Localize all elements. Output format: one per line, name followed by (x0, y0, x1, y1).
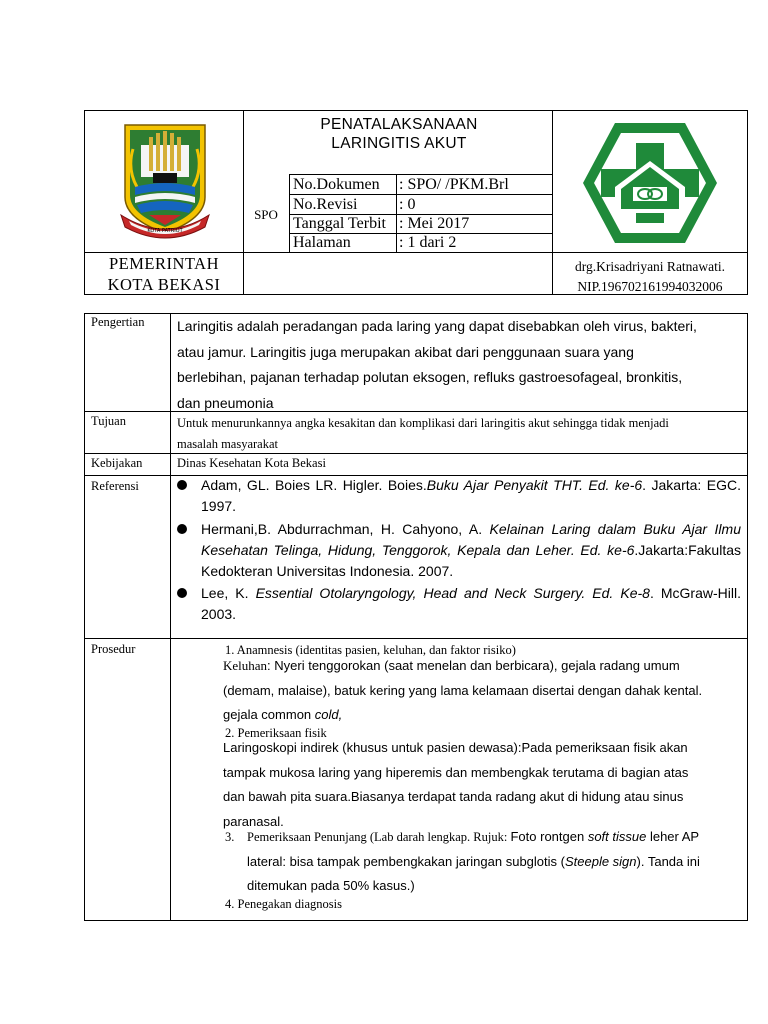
step-1-line: (demam, malaise), batuk kering yang lama kelamaan disertai dengan dahak kental. (223, 682, 703, 698)
tujuan-line: masalah masyarakat (177, 437, 278, 451)
emblem-ribbon-text: KOTA PATRIOT (147, 228, 183, 234)
step-2-title: 2. Pemeriksaan fisik (225, 726, 327, 740)
signatory (553, 257, 747, 297)
table-divider (170, 314, 171, 920)
reference-authors: Adam, GL. Boies LR. Higler. Boies. (201, 477, 427, 493)
header-divider (243, 111, 244, 294)
title-line-2: LARINGITIS AKUT (331, 135, 467, 152)
reference-publisher: . McGraw-Hill. 2003. (201, 585, 741, 622)
step-2-body (223, 736, 743, 834)
step-2-line: dan bawah pita suara.Biasanya terdapat tanda radang akut di hidung atau sinus (223, 789, 684, 804)
bullet-icon (177, 480, 187, 490)
doc-label-nodokumen: No.Dokumen (293, 176, 380, 193)
step-3-italic: soft tissue (587, 829, 647, 844)
reference-title: Buku Ajar Penyakit THT. Ed. ke-6 (426, 477, 643, 493)
step-3-text: ditemukan pada 50% kasus.) (247, 878, 415, 893)
section-label-tujuan: Tujuan (91, 414, 126, 428)
doc-value-norevisi: : 0 (399, 196, 416, 213)
step-3-text: ). Tanda ini (636, 853, 700, 869)
reference-authors: Lee, K. (201, 585, 256, 601)
reference-title: Kelainan Laring dalam Buku Ajar Ilmu Kesehatan Telinga, Hidung, Tenggorok, Kepala dan Leher. Ed. ke-6 (201, 521, 741, 558)
reference-authors: Hermani,B. Abdurrachman, H. Cahyono, A. (201, 521, 490, 537)
step-4-title: 4. Penegakan diagnosis (225, 897, 342, 911)
step-2-line: paranasal. (223, 813, 284, 829)
step-2-line: tampak mukosa laring yang hiperemis dan membengkak terutama di bagian atas (223, 764, 689, 780)
document-title (245, 115, 553, 153)
reference-title: Essential Otolaryngology, Head and Neck Surgery. Ed. Ke-8 (255, 585, 650, 601)
signer-name: drg.Krisadriyani Ratnawati. (574, 259, 726, 274)
section-label-kebijakan: Kebijakan (91, 456, 143, 470)
section-label-referensi: Referensi (91, 479, 139, 493)
section-label-prosedur: Prosedur (91, 642, 136, 656)
pengertian-line: Laringitis adalah peradangan pada laring yang dapat disebabkan oleh virus, bakteri, (177, 318, 697, 334)
bekasi-emblem-icon (119, 119, 211, 245)
bullet-icon (177, 524, 187, 534)
step-3-title: Pemeriksaan Penunjang (Lab darah lengkap. Rujuk: (247, 830, 511, 844)
org-line-2: KOTA BEKASI (107, 275, 221, 294)
doc-value-nodokumen: : SPO/ /PKM.Brl (399, 176, 509, 193)
step-1-title: 1. Anamnesis (identitas pasien, keluhan, dan faktor risiko) (225, 643, 516, 657)
step-3-text: Foto rontgen (510, 829, 588, 844)
procedure-table (84, 313, 748, 921)
step-3-text: lateral: bisa tampak pembengkakan jaringan subglotis ( (247, 853, 565, 869)
step-3-body (247, 825, 747, 899)
step-1-line: gejala common (223, 707, 315, 722)
doc-value-tanggal: : Mei 2017 (399, 215, 470, 232)
reference-item (177, 583, 741, 627)
document-header (84, 110, 748, 295)
pengertian-text (177, 314, 741, 416)
step-1-body (223, 654, 743, 728)
step-3-text: leher AP (646, 829, 700, 844)
pengertian-line: atau jamur. Laringitis juga merupakan akibat dari penggunaan suara yang (177, 343, 634, 360)
reference-item (177, 519, 741, 583)
tujuan-text (177, 413, 741, 455)
step-2-line: Laringoskopi indirek (khusus untuk pasien dewasa):Pada pemeriksaan fisik akan (223, 740, 688, 755)
doc-label-norevisi: No.Revisi (293, 196, 358, 213)
keluhan-label: Keluhan (223, 658, 268, 673)
title-line-1: PENATALAKSANAAN (320, 116, 478, 133)
pengertian-line: dan pneumonia (177, 394, 274, 411)
reference-publisher: . Jakarta: EGC. 1997. (201, 477, 742, 514)
step-1-line: : Nyeri tenggorokan (saat menelan dan berbicara), gejala radang umum (267, 658, 680, 673)
puskesmas-logo-icon (581, 121, 719, 245)
reference-item (177, 475, 741, 519)
spo-label: SPO (254, 207, 278, 222)
pengertian-line: berlebihan, pajanan terhadap polutan eksogen, refluks gastroesofageal, bronkitis, (177, 369, 683, 385)
kebijakan-text: Dinas Kesehatan Kota Bekasi (177, 456, 326, 470)
bullet-icon (177, 588, 187, 598)
signer-nip: NIP.196702161994032006 (577, 279, 723, 294)
doc-value-halaman: : 1 dari 2 (399, 234, 457, 251)
table-divider (85, 638, 747, 639)
step-3-number: 3. (225, 830, 235, 844)
section-label-pengertian: Pengertian (91, 315, 145, 329)
step-3-italic: Steeple sign (564, 853, 637, 869)
reference-publisher: .Jakarta:Fakultas Kedokteran Universitas Indonesia. 2007. (201, 542, 741, 579)
doc-label-tanggal: Tanggal Terbit (293, 215, 386, 232)
organization-name (85, 253, 243, 295)
doc-label-halaman: Halaman (293, 234, 351, 251)
org-line-1: PEMERINTAH (108, 254, 219, 273)
step-1-italic: cold, (314, 707, 343, 722)
tujuan-line: Untuk menurunkannya angka kesakitan dan komplikasi dari laringitis akut sehingga tidak menjadi (177, 416, 669, 430)
